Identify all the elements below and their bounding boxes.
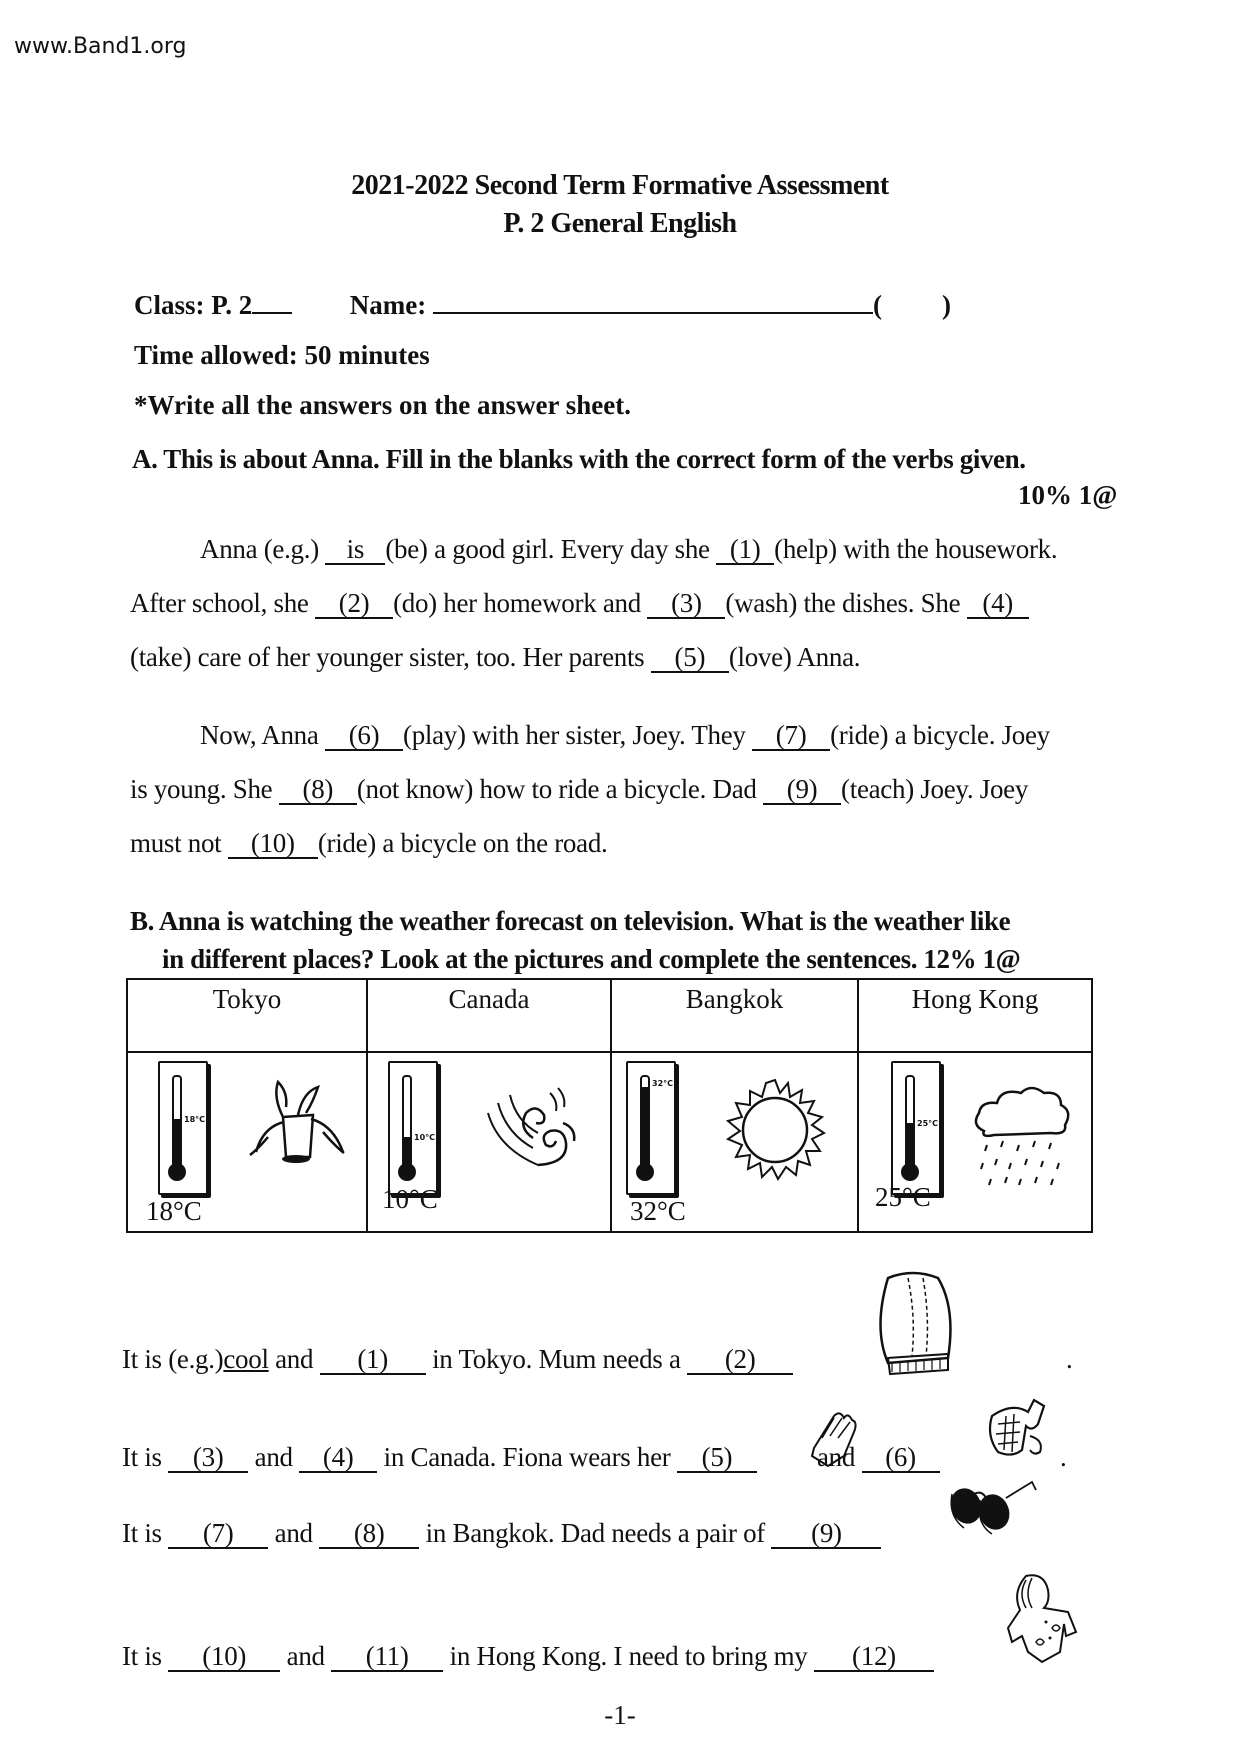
sentence-tokyo [122,1344,793,1375]
example-answer: cool [223,1344,269,1374]
blank-a7[interactable]: (7) [752,721,830,751]
class-field[interactable] [252,290,292,314]
section-a-heading: A. This is about Anna. Fill in the blanks with the correct form of the verbs given. [132,444,1026,474]
blank-a5[interactable]: (5) [651,643,729,673]
text: (not know) how to ride a bicycle. Dad [356,774,764,804]
name-field[interactable] [433,286,873,314]
section-b-heading-line-1: B. Anna is watching the weather forecast on television. What is the weather like [130,906,1011,936]
example-answer: is [325,535,385,565]
sunglasses-icon [944,1476,1044,1540]
blank-a9[interactable]: (9) [763,775,841,805]
text: (ride) a bicycle. Joey [830,720,1050,750]
blank-b3[interactable]: (3) [168,1443,248,1473]
text: and [268,1518,320,1548]
text: It is [122,1442,169,1472]
text: (help) with the housework. [774,534,1058,564]
blank-b5[interactable]: (5) [677,1443,757,1473]
sweater-icon [868,1268,958,1378]
temperature-bangkok: 32°C [630,1196,686,1226]
thermometer-label: 32°C [652,1079,674,1088]
text: (teach) Joey. Joey [841,774,1029,804]
page-title: 2021-2022 Second Term Formative Assessment [351,170,889,201]
weather-table [126,978,1093,1233]
sentence-bangkok [122,1518,881,1549]
text: in Tokyo. Mum needs a [425,1344,688,1374]
paragraph-2-line-1 [200,720,1050,751]
rain-cloud-icon [969,1083,1079,1193]
sentence-hong-kong [122,1641,934,1672]
place-bangkok: Bangkok [611,979,858,1052]
blank-b9[interactable]: (9) [771,1519,881,1549]
thermometer-label: 18°C [184,1115,206,1124]
class-number-open: ( [873,290,882,320]
blank-a8[interactable]: (8) [279,775,357,805]
weather-cell-canada [367,1052,611,1232]
temperature-canada: 10°C [382,1184,438,1214]
text: in Hong Kong. I need to bring my [443,1641,814,1671]
text: (play) with her sister, Joey. They [403,720,753,750]
text: must not [130,828,228,858]
text: and [280,1641,332,1671]
blank-b4[interactable]: (4) [299,1443,377,1473]
paragraph-1-line-2 [130,588,1029,619]
text: It is (e.g.) [122,1344,224,1374]
text: in Bangkok. Dad needs a pair of [419,1518,772,1548]
place-tokyo: Tokyo [127,979,367,1052]
blank-b7[interactable]: (7) [168,1519,268,1549]
paragraph-1-line-3 [130,642,860,673]
weather-cell-hong-kong [858,1052,1092,1232]
temperature-hong-kong: 25°C [875,1182,931,1212]
place-canada: Canada [367,979,611,1052]
blank-b10[interactable]: (10) [168,1642,280,1672]
blank-b12[interactable]: (12) [814,1642,934,1672]
instruction: *Write all the answers on the answer sheet. [134,390,631,420]
watermark-url: www.Band1.org [14,34,187,59]
gloves-icon [804,1408,860,1470]
section-a-marks: 10% 1@ [1018,480,1118,510]
text: (love) Anna. [728,642,861,672]
blank-b11[interactable]: (11) [331,1642,443,1672]
blank-a4[interactable]: (4) [967,589,1029,619]
text: It is [122,1518,169,1548]
text: (ride) a bicycle on the road. [317,828,608,858]
section-b-heading-line-2: in different places? Look at the pictures and complete the sentences. 12% 1@ [162,944,1021,974]
student-info-row [134,286,951,321]
blank-b6[interactable]: (6) [862,1443,940,1473]
thermometer-label: 25°C [917,1119,939,1128]
blank-a3[interactable]: (3) [647,589,725,619]
text: (wash) the dishes. She [725,588,967,618]
wind-icon [478,1083,578,1173]
blank-b8[interactable]: (8) [319,1519,419,1549]
paragraph-2-line-2 [130,774,1028,805]
blank-a1[interactable]: (1) [716,535,774,565]
text: It is [122,1641,169,1671]
class-number-close: ) [942,290,951,320]
weather-cell-bangkok [611,1052,858,1232]
thermometer-icon [158,1061,208,1195]
temperature-tokyo: 18°C [146,1196,202,1226]
text: in Canada. Fiona wears her [377,1442,677,1472]
text: After school, she [130,588,316,618]
wilted-plant-icon [248,1077,348,1167]
time-allowed: Time allowed: 50 minutes [134,340,430,370]
name-label: Name: [349,290,427,320]
sentence-end-period: . [1060,1442,1067,1472]
paragraph-1-line-1 [200,534,1057,565]
blank-a10[interactable]: (10) [228,829,318,859]
text: Now, Anna [200,720,325,750]
page-number: -1- [604,1700,636,1730]
text: and [268,1344,320,1374]
text: is young. She [130,774,279,804]
sun-icon [720,1075,830,1185]
text: Anna (e.g.) [200,534,326,564]
text: (do) her homework and [393,588,648,618]
text: (be) a good girl. Every day she [385,534,717,564]
thermometer-icon [891,1061,941,1195]
class-label: Class: P. 2 [134,290,253,320]
blank-b2[interactable]: (2) [687,1345,793,1375]
thermometer-icon [388,1061,438,1195]
sentence-end-period: . [1066,1344,1073,1374]
thermometer-icon [626,1061,676,1195]
text: and [816,1442,862,1472]
text: (take) care of her younger sister, too. Her parents [130,642,651,672]
text: and [248,1442,300,1472]
weather-cell-tokyo [127,1052,367,1232]
blank-a6[interactable]: (6) [325,721,403,751]
scarf-icon [982,1396,1052,1462]
thermometer-label: 10°C [414,1133,436,1142]
paragraph-2-line-3 [130,828,607,859]
blank-a2[interactable]: (2) [315,589,393,619]
raincoat-icon [1006,1572,1082,1666]
place-hong-kong: Hong Kong [858,979,1092,1052]
blank-b1[interactable]: (1) [320,1345,426,1375]
page-subtitle: P. 2 General English [503,208,737,239]
